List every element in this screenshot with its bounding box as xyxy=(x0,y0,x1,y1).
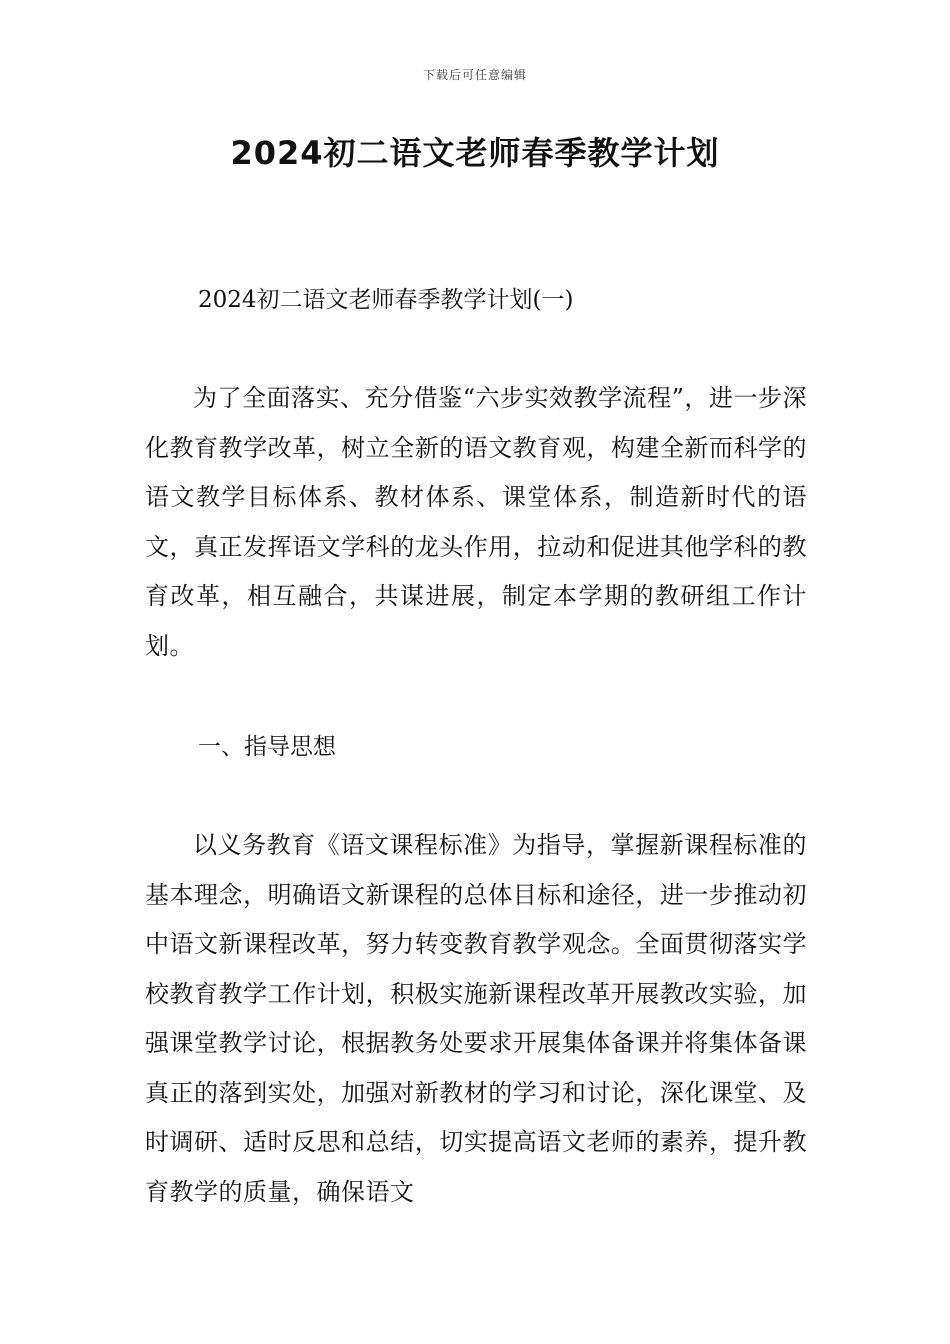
plan-subtitle: 2024初二语文老师春季教学计划(一) xyxy=(198,287,574,313)
intro-paragraph: 为了全面落实、充分借鉴“六步实效教学流程”，进一步深化教育教学改革，树立全新的语文教育观，构建全新而科学的语文教学目标体系、教材体系、课堂体系，制造新时代的语文，真正发挥语文学科的龙头作用，拉动和促进其他学科的教育改革，相互融合，共谋进展，制定本学期的教研组工作计划。 xyxy=(145,384,807,660)
guiding-heading: 一、指导思想 xyxy=(198,734,336,760)
guiding-paragraph: 以义务教育《语文课程标准》为指导，掌握新课程标准的基本理念，明确语文新课程的总体目标和途径，进一步推动初中语文新课程改革，努力转变教育教学观念。全面贯彻落实学校教育教学工作计划，积极实施新课程改革开展教改实验，加强课堂教学讨论，根据教务处要求开展集体备课并将集体备课真正的落到实处，加强对新教材的学习和讨论，深化课堂、及时调研、适时反思和总结，切实提高语文老师的素养，提升教育教学的质量，确保语文 xyxy=(145,831,807,1206)
document-title: 2024初二语文老师春季教学计划 xyxy=(230,134,720,172)
header-note: 下载后可任意编辑 xyxy=(422,68,527,82)
